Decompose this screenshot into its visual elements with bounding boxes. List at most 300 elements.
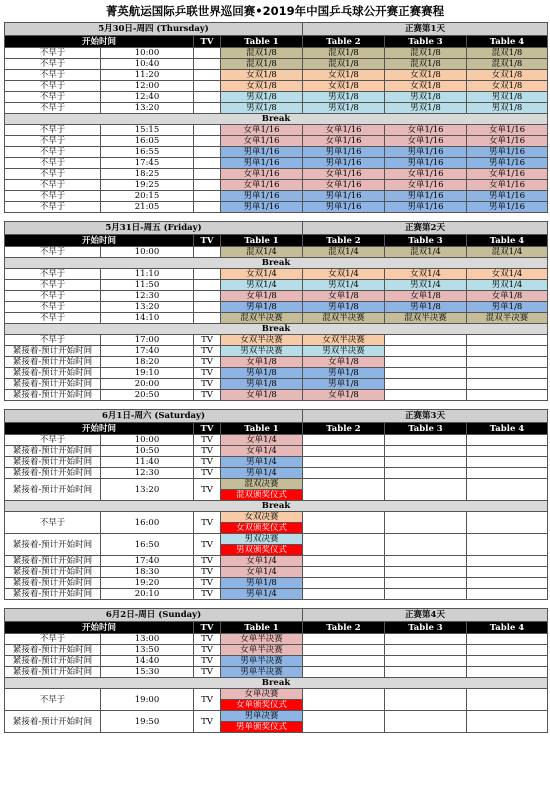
- match-cell: 混双1/8: [467, 48, 548, 59]
- table-row: [5, 70, 548, 81]
- match-cell: 男单1/8: [303, 302, 385, 313]
- time-label: 不早于: [5, 158, 101, 169]
- day-date: 5月30日-周四 (Thursday): [5, 23, 303, 36]
- table-row: [5, 567, 548, 578]
- header-tv: TV: [194, 423, 221, 435]
- tv-cell: [194, 59, 221, 70]
- header-tv: TV: [194, 235, 221, 247]
- empty-cell: [385, 435, 467, 446]
- time-cell: 16:55: [101, 147, 194, 158]
- empty-cell: [467, 512, 548, 534]
- tv-cell: TV: [194, 567, 221, 578]
- empty-cell: [303, 534, 385, 556]
- time-label: 不早于: [5, 291, 101, 302]
- time-label: 不早于: [5, 92, 101, 103]
- empty-cell: [303, 589, 385, 600]
- table-row: [5, 357, 548, 368]
- header-start-time: 开始时间: [5, 235, 194, 247]
- table-row: [5, 291, 548, 302]
- break-row: [5, 258, 548, 269]
- match-cell: 男单1/16: [303, 202, 385, 213]
- time-cell: 10:00: [101, 435, 194, 446]
- match-cell: 男双决赛: [221, 534, 303, 545]
- match-cell: 男单1/16: [385, 202, 467, 213]
- day-number: 正赛第4天: [303, 609, 548, 622]
- tv-cell: [194, 191, 221, 202]
- match-cell: 女单1/16: [221, 169, 303, 180]
- match-cell: 男单1/4: [221, 589, 303, 600]
- ceremony-cell: 女双颁奖仪式: [221, 523, 303, 534]
- time-cell: 11:10: [101, 269, 194, 280]
- time-cell: 18:25: [101, 169, 194, 180]
- time-cell: 14:10: [101, 313, 194, 324]
- table-row: [5, 656, 548, 667]
- column-header-row: [5, 423, 548, 435]
- break-row: [5, 324, 548, 335]
- match-cell: 男单1/8: [221, 578, 303, 589]
- match-cell: 女单1/8: [303, 357, 385, 368]
- tv-cell: [194, 169, 221, 180]
- tv-cell: TV: [194, 634, 221, 645]
- match-cell: 女单1/16: [467, 169, 548, 180]
- spacer-row: [5, 213, 548, 222]
- time-cell: 19:25: [101, 180, 194, 191]
- table-row: [5, 578, 548, 589]
- match-cell: 女双1/8: [221, 70, 303, 81]
- time-cell: 13:20: [101, 103, 194, 114]
- match-cell: 男单1/8: [385, 302, 467, 313]
- table-row: [5, 556, 548, 567]
- header-table-3: Table 3: [385, 235, 467, 247]
- match-cell: 混双1/4: [467, 247, 548, 258]
- empty-cell: [303, 457, 385, 468]
- table-row: [5, 180, 548, 191]
- tv-cell: [194, 125, 221, 136]
- tv-cell: TV: [194, 357, 221, 368]
- match-cell: 女单1/16: [467, 125, 548, 136]
- time-cell: 13:20: [101, 479, 194, 501]
- time-cell: 20:10: [101, 589, 194, 600]
- match-cell: 男单1/16: [385, 147, 467, 158]
- empty-cell: [303, 645, 385, 656]
- schedule-table: [4, 22, 548, 733]
- tv-cell: TV: [194, 512, 221, 534]
- empty-cell: [467, 457, 548, 468]
- time-label: 紧接着-预计开始时间: [5, 556, 101, 567]
- match-cell: 男双1/4: [385, 280, 467, 291]
- header-table-2: Table 2: [303, 36, 385, 48]
- table-row: [5, 468, 548, 479]
- time-label: 不早于: [5, 125, 101, 136]
- empty-cell: [303, 711, 385, 733]
- match-cell: 男单1/16: [385, 158, 467, 169]
- empty-cell: [385, 390, 467, 401]
- time-cell: 17:00: [101, 335, 194, 346]
- match-cell: 男单1/16: [303, 158, 385, 169]
- match-cell: 混双半决赛: [221, 313, 303, 324]
- empty-cell: [385, 446, 467, 457]
- match-cell: 男单半决赛: [221, 667, 303, 678]
- match-cell: 女单1/16: [303, 125, 385, 136]
- match-cell: 女单1/4: [221, 446, 303, 457]
- match-cell: 混双1/8: [385, 59, 467, 70]
- time-cell: 11:40: [101, 457, 194, 468]
- time-cell: 18:30: [101, 567, 194, 578]
- match-cell: 女双半决赛: [303, 335, 385, 346]
- table-row: [5, 280, 548, 291]
- empty-cell: [385, 512, 467, 534]
- time-label: 不早于: [5, 136, 101, 147]
- empty-cell: [303, 656, 385, 667]
- time-cell: 19:00: [101, 689, 194, 711]
- match-cell: 女单1/8: [221, 357, 303, 368]
- time-cell: 13:50: [101, 645, 194, 656]
- tv-cell: TV: [194, 435, 221, 446]
- day-header: [5, 23, 548, 36]
- match-cell: 混双1/8: [385, 48, 467, 59]
- tv-cell: TV: [194, 711, 221, 733]
- tv-cell: [194, 180, 221, 191]
- match-cell: 女双1/8: [221, 81, 303, 92]
- time-cell: 19:50: [101, 711, 194, 733]
- match-cell: 混双半决赛: [385, 313, 467, 324]
- tv-cell: TV: [194, 556, 221, 567]
- time-label: 紧接着-预计开始时间: [5, 446, 101, 457]
- tv-cell: [194, 147, 221, 158]
- empty-cell: [385, 357, 467, 368]
- table-row: [5, 247, 548, 258]
- table-row: [5, 390, 548, 401]
- match-cell: 混双1/4: [303, 247, 385, 258]
- table-row: [5, 435, 548, 446]
- header-table-1: Table 1: [221, 36, 303, 48]
- column-header-row: [5, 622, 548, 634]
- time-cell: 20:15: [101, 191, 194, 202]
- day-header: [5, 609, 548, 622]
- header-table-1: Table 1: [221, 235, 303, 247]
- time-cell: 14:40: [101, 656, 194, 667]
- match-cell: 混双半决赛: [467, 313, 548, 324]
- empty-cell: [303, 667, 385, 678]
- table-row: [5, 335, 548, 346]
- match-cell: 女单1/16: [385, 136, 467, 147]
- match-cell: 女单1/16: [385, 180, 467, 191]
- time-cell: 11:50: [101, 280, 194, 291]
- header-table-4: Table 4: [467, 36, 548, 48]
- match-cell: 女单1/16: [385, 125, 467, 136]
- tv-cell: TV: [194, 589, 221, 600]
- match-cell: 女单1/8: [385, 291, 467, 302]
- ceremony-cell: 男单颁奖仪式: [221, 722, 303, 733]
- match-cell: 男双1/8: [385, 92, 467, 103]
- empty-cell: [385, 346, 467, 357]
- table-row: [5, 645, 548, 656]
- tv-cell: [194, 81, 221, 92]
- match-cell: 男单1/8: [303, 379, 385, 390]
- header-table-3: Table 3: [385, 622, 467, 634]
- time-label: 紧接着-预计开始时间: [5, 711, 101, 733]
- time-cell: 12:00: [101, 81, 194, 92]
- empty-cell: [385, 578, 467, 589]
- match-cell: 男双1/8: [303, 92, 385, 103]
- break-label: Break: [5, 501, 548, 512]
- time-label: 紧接着-预计开始时间: [5, 368, 101, 379]
- time-label: 紧接着-预计开始时间: [5, 656, 101, 667]
- empty-cell: [467, 711, 548, 733]
- table-row: [5, 534, 548, 545]
- time-label: 紧接着-预计开始时间: [5, 357, 101, 368]
- column-header-row: [5, 235, 548, 247]
- empty-cell: [385, 656, 467, 667]
- time-cell: 16:05: [101, 136, 194, 147]
- header-tv: TV: [194, 622, 221, 634]
- empty-cell: [303, 634, 385, 645]
- tv-cell: TV: [194, 446, 221, 457]
- match-cell: 女双半决赛: [221, 335, 303, 346]
- match-cell: 女单1/4: [221, 556, 303, 567]
- tv-cell: TV: [194, 468, 221, 479]
- match-cell: 男单1/16: [221, 158, 303, 169]
- table-row: [5, 103, 548, 114]
- match-cell: 女单1/16: [303, 136, 385, 147]
- match-cell: 女单1/8: [221, 291, 303, 302]
- match-cell: 女双决赛: [221, 512, 303, 523]
- empty-cell: [385, 711, 467, 733]
- empty-cell: [303, 479, 385, 501]
- table-row: [5, 169, 548, 180]
- match-cell: 女双1/8: [385, 81, 467, 92]
- match-cell: 女单1/16: [221, 180, 303, 191]
- tv-cell: [194, 302, 221, 313]
- empty-cell: [467, 556, 548, 567]
- header-start-time: 开始时间: [5, 423, 194, 435]
- time-label: 紧接着-预计开始时间: [5, 479, 101, 501]
- column-header-row: [5, 36, 548, 48]
- table-row: [5, 667, 548, 678]
- header-table-2: Table 2: [303, 235, 385, 247]
- match-cell: 男双1/8: [467, 92, 548, 103]
- time-cell: 11:20: [101, 70, 194, 81]
- match-cell: 男双1/4: [303, 280, 385, 291]
- match-cell: 女单1/8: [221, 390, 303, 401]
- time-cell: 17:40: [101, 346, 194, 357]
- empty-cell: [303, 468, 385, 479]
- header-table-4: Table 4: [467, 235, 548, 247]
- match-cell: 女双1/4: [385, 269, 467, 280]
- break-label: Break: [5, 114, 548, 125]
- time-label: 不早于: [5, 269, 101, 280]
- time-cell: 13:20: [101, 302, 194, 313]
- time-label: 不早于: [5, 247, 101, 258]
- empty-cell: [385, 589, 467, 600]
- tv-cell: [194, 48, 221, 59]
- empty-cell: [385, 479, 467, 501]
- empty-cell: [467, 357, 548, 368]
- time-label: 不早于: [5, 147, 101, 158]
- match-cell: 男双1/8: [385, 103, 467, 114]
- time-label: 不早于: [5, 435, 101, 446]
- match-cell: 男单1/8: [221, 302, 303, 313]
- match-cell: 女单1/8: [303, 291, 385, 302]
- empty-cell: [303, 556, 385, 567]
- time-label: 紧接着-预计开始时间: [5, 457, 101, 468]
- match-cell: 女单1/16: [303, 169, 385, 180]
- tv-cell: TV: [194, 379, 221, 390]
- header-table-3: Table 3: [385, 36, 467, 48]
- time-label: 不早于: [5, 180, 101, 191]
- match-cell: 女单决赛: [221, 689, 303, 700]
- time-label: 不早于: [5, 280, 101, 291]
- tv-cell: TV: [194, 368, 221, 379]
- empty-cell: [467, 534, 548, 556]
- tv-cell: TV: [194, 689, 221, 711]
- table-row: [5, 346, 548, 357]
- time-label: 不早于: [5, 512, 101, 534]
- day-number: 正赛第1天: [303, 23, 548, 36]
- empty-cell: [303, 578, 385, 589]
- empty-cell: [467, 589, 548, 600]
- match-cell: 女单1/16: [221, 125, 303, 136]
- match-cell: 男单1/16: [467, 147, 548, 158]
- match-cell: 女单1/16: [467, 136, 548, 147]
- time-cell: 19:10: [101, 368, 194, 379]
- match-cell: 混双1/8: [467, 59, 548, 70]
- match-cell: 男单1/16: [467, 191, 548, 202]
- match-cell: 女双1/4: [303, 269, 385, 280]
- table-row: [5, 589, 548, 600]
- header-start-time: 开始时间: [5, 36, 194, 48]
- empty-cell: [467, 368, 548, 379]
- match-cell: 女双1/8: [303, 81, 385, 92]
- empty-cell: [385, 645, 467, 656]
- match-cell: 混双1/4: [221, 247, 303, 258]
- header-start-time: 开始时间: [5, 622, 194, 634]
- time-cell: 15:30: [101, 667, 194, 678]
- match-cell: 女单1/4: [221, 567, 303, 578]
- empty-cell: [467, 479, 548, 501]
- empty-cell: [385, 567, 467, 578]
- time-cell: 10:00: [101, 48, 194, 59]
- match-cell: 女单1/16: [221, 136, 303, 147]
- tv-cell: TV: [194, 578, 221, 589]
- tv-cell: TV: [194, 645, 221, 656]
- empty-cell: [303, 689, 385, 711]
- table-row: [5, 512, 548, 523]
- break-label: Break: [5, 678, 548, 689]
- time-label: 不早于: [5, 48, 101, 59]
- day-header: [5, 222, 548, 235]
- time-label: 紧接着-预计开始时间: [5, 390, 101, 401]
- time-label: 不早于: [5, 202, 101, 213]
- empty-cell: [467, 468, 548, 479]
- tv-cell: TV: [194, 335, 221, 346]
- empty-cell: [385, 468, 467, 479]
- spacer-row: [5, 401, 548, 410]
- tv-cell: TV: [194, 667, 221, 678]
- empty-cell: [467, 567, 548, 578]
- match-cell: 女双1/4: [467, 269, 548, 280]
- header-tv: TV: [194, 36, 221, 48]
- match-cell: 男单半决赛: [221, 656, 303, 667]
- match-cell: 男单1/8: [221, 368, 303, 379]
- match-cell: 女单1/16: [467, 180, 548, 191]
- tv-cell: TV: [194, 656, 221, 667]
- time-cell: 20:00: [101, 379, 194, 390]
- match-cell: 男双半决赛: [303, 346, 385, 357]
- empty-cell: [467, 335, 548, 346]
- time-label: 紧接着-预计开始时间: [5, 589, 101, 600]
- time-cell: 17:40: [101, 556, 194, 567]
- match-cell: 男双1/8: [221, 92, 303, 103]
- ceremony-cell: 男双颁奖仪式: [221, 545, 303, 556]
- day-date: 6月2日-周日 (Sunday): [5, 609, 303, 622]
- table-row: [5, 92, 548, 103]
- tv-cell: TV: [194, 390, 221, 401]
- empty-cell: [303, 435, 385, 446]
- table-row: [5, 202, 548, 213]
- header-table-3: Table 3: [385, 423, 467, 435]
- match-cell: 男双半决赛: [221, 346, 303, 357]
- empty-cell: [467, 667, 548, 678]
- time-cell: 10:50: [101, 446, 194, 457]
- day-date: 5月31日-周五 (Friday): [5, 222, 303, 235]
- time-label: 紧接着-预计开始时间: [5, 567, 101, 578]
- table-row: [5, 711, 548, 722]
- table-row: [5, 457, 548, 468]
- time-cell: 16:00: [101, 512, 194, 534]
- empty-cell: [467, 346, 548, 357]
- match-cell: 男双1/8: [303, 103, 385, 114]
- table-row: [5, 191, 548, 202]
- header-table-4: Table 4: [467, 423, 548, 435]
- match-cell: 男单1/16: [303, 191, 385, 202]
- match-cell: 女单半决赛: [221, 634, 303, 645]
- match-cell: 男单1/8: [467, 302, 548, 313]
- match-cell: 男双1/8: [221, 103, 303, 114]
- time-cell: 12:30: [101, 468, 194, 479]
- match-cell: 男单1/16: [221, 191, 303, 202]
- empty-cell: [385, 335, 467, 346]
- empty-cell: [385, 689, 467, 711]
- match-cell: 男双1/8: [467, 103, 548, 114]
- match-cell: 混双半决赛: [303, 313, 385, 324]
- tv-cell: [194, 247, 221, 258]
- match-cell: 男单1/4: [221, 468, 303, 479]
- match-cell: 女单1/8: [303, 390, 385, 401]
- empty-cell: [467, 656, 548, 667]
- time-label: 紧接着-预计开始时间: [5, 667, 101, 678]
- table-row: [5, 302, 548, 313]
- match-cell: 女单半决赛: [221, 645, 303, 656]
- match-cell: 男单1/16: [221, 202, 303, 213]
- empty-cell: [385, 457, 467, 468]
- table-row: [5, 313, 548, 324]
- tv-cell: [194, 313, 221, 324]
- time-label: 紧接着-预计开始时间: [5, 346, 101, 357]
- empty-cell: [467, 645, 548, 656]
- time-label: 不早于: [5, 335, 101, 346]
- table-row: [5, 379, 548, 390]
- day-number: 正赛第2天: [303, 222, 548, 235]
- day-number: 正赛第3天: [303, 410, 548, 423]
- empty-cell: [385, 634, 467, 645]
- break-row: [5, 114, 548, 125]
- time-label: 紧接着-预计开始时间: [5, 534, 101, 556]
- tv-cell: [194, 70, 221, 81]
- empty-cell: [467, 390, 548, 401]
- day-date: 6月1日-周六 (Saturday): [5, 410, 303, 423]
- time-label: 不早于: [5, 81, 101, 92]
